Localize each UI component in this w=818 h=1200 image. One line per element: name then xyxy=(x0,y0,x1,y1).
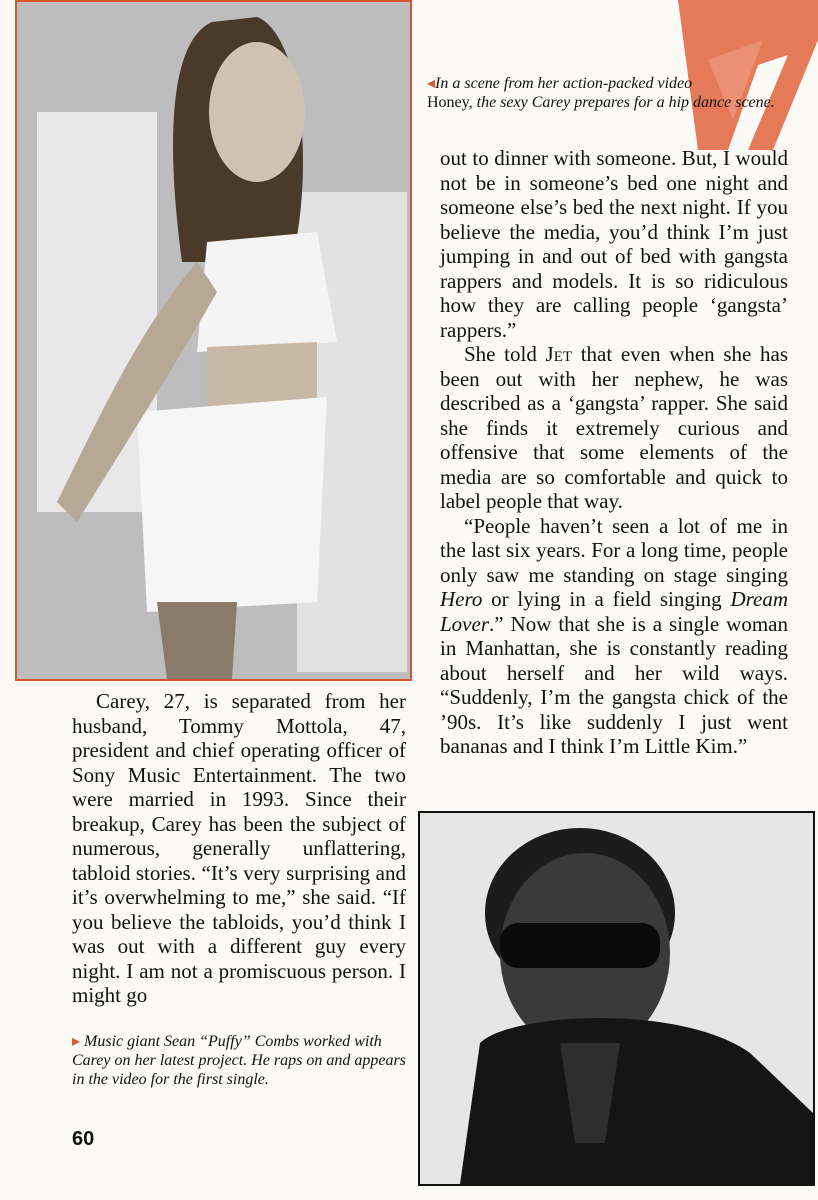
caption1-video-title: Honey, xyxy=(427,94,473,111)
article-paragraph xyxy=(440,342,788,514)
text-span: or lying in a field singing xyxy=(491,587,722,611)
photo-carey-illustration xyxy=(17,2,410,679)
article-paragraph: Carey, 27, is separated from her husband, Tommy Mottola, 47, president and chief operating officer of Sony Music Entertainment. The two were married in 1993. Since their breakup, Carey has been the subject of numerous, generally unflattering, tabloid stories. “It’s very surprising and it’s overwhelming to me,” she said. “If you believe the tabloids, you’d think I was out with a different guy every night. I am not a promiscuous person. I might go xyxy=(72,689,406,1007)
caption-pointer-icon: ▸ xyxy=(72,1033,81,1050)
caption2-text: Music giant Sean “Puffy” Combs worked with Carey on her latest project. He raps on and appears in the video for the first single. xyxy=(72,1033,406,1088)
article-column-left xyxy=(72,689,406,1008)
caption-pointer-icon: ◂ xyxy=(427,75,436,92)
photo1-caption xyxy=(427,74,807,112)
page-number: 60 xyxy=(72,1128,95,1150)
text-span: She told xyxy=(464,342,537,366)
article-paragraph: out to dinner with someone. But, I would not be in someone’s bed one night and someone else’s bed the next night. If you believe the media, you’d think I’m just jumping in and out of bed with gangsta rappers and models. It is so ridiculous how they are calling people ‘gangsta’ rappers.” xyxy=(440,146,788,342)
song-title: Dream Lover xyxy=(440,587,789,636)
article-paragraph xyxy=(440,514,788,759)
song-title: Hero xyxy=(440,587,483,611)
article-column-right xyxy=(440,146,788,759)
text-span: that even when she has been out with her nephew, he was described as a ‘gangsta’ rapper. She said she finds it extremely curious and offensive that some elements of the media are so comfortable and quick to label people that way. xyxy=(440,342,789,513)
photo2-caption xyxy=(72,1032,412,1089)
magazine-name: Jet xyxy=(545,342,573,366)
caption1-text-a: In a scene from her action-packed video xyxy=(435,75,693,92)
photo-combs-illustration xyxy=(420,813,813,1184)
photo-sean-combs-portrait xyxy=(418,811,815,1186)
text-span: “People haven’t seen a lot of me in the last six years. For a long time, people only saw me standing on stage singing xyxy=(440,513,788,587)
text-span: .” Now that she is a single woman in Manhattan, she is constantly reading about herself and her wild ways. “Suddenly, I’m the gangsta chick of the ’90s. It’s like suddenly I just went bananas and I think I’m Little Kim.” xyxy=(440,611,788,758)
caption1-text-b: the sexy Carey prepares for a hip dance scene. xyxy=(476,94,775,111)
photo-carey-dance-scene xyxy=(15,0,412,681)
